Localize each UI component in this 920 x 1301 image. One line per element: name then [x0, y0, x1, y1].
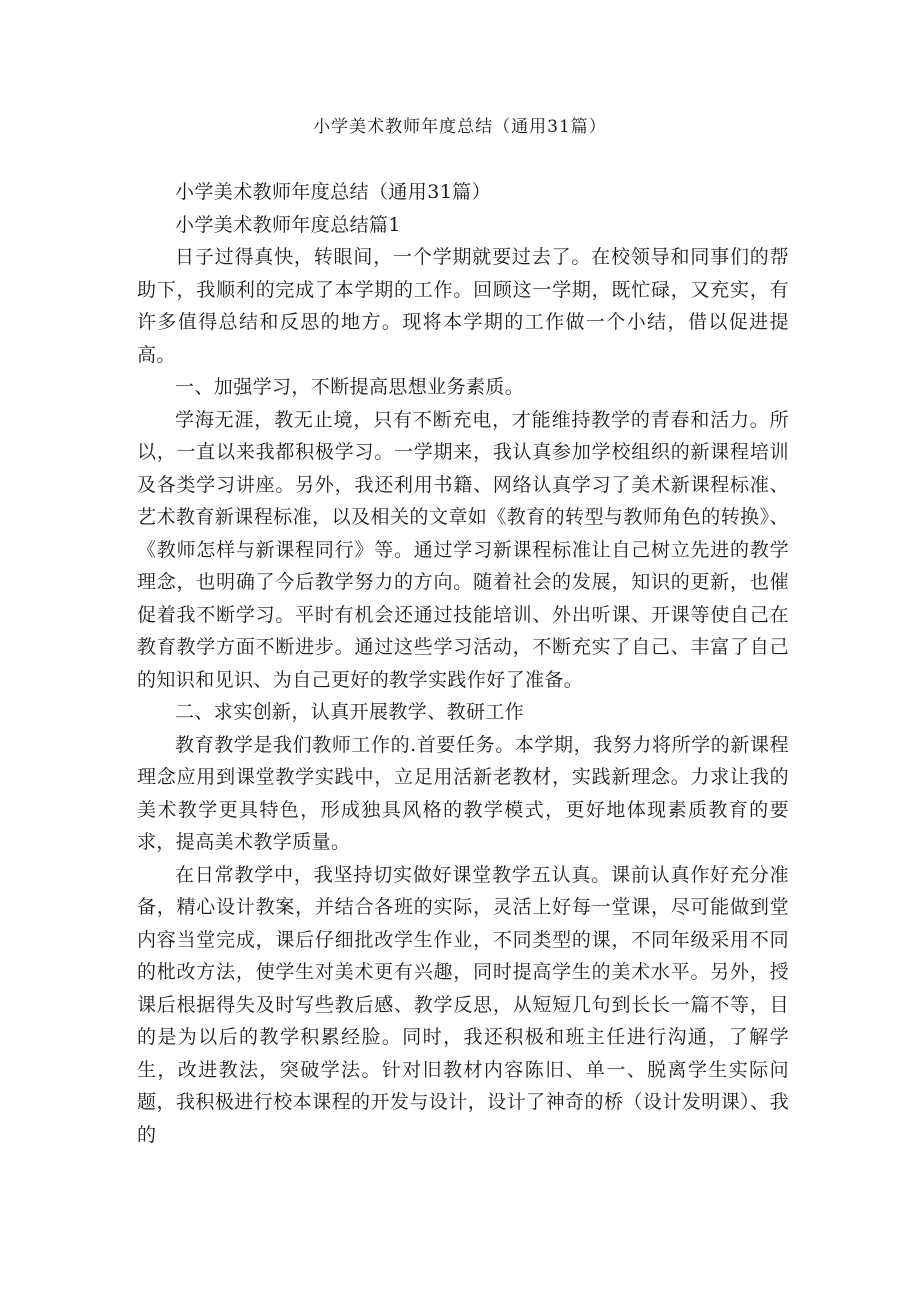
paragraph-learning: 学海无涯，教无止境，只有不断充电，才能维持教学的青春和活力。所以，一直以来我都积极学习。一学期来，我认真参加学校组织的新课程培训及各类学习讲座。另外，我还利用书籍、网络认真学习了美术新课程标准、艺术教育新课程标准，以及相关的文章如《教育的转型与教师角色的转换》、《教师怎样与新课程同行》等。通过学习新课程标准让自己树立先进的教学理念，也明确了今后教学努力的方向。随着社会的发展，知识的更新，也催促着我不断学习。平时有机会还通过技能培训、外出听课、开课等使自己在教育教学方面不断进步。通过这些学习活动，不断充实了自己、丰富了自己的知识和见识、为自己更好的教学实践作好了准备。	[137, 408, 789, 691]
document-title: 小学美术教师年度总结（通用31篇）	[313, 117, 607, 137]
section-heading-2: 二、求实创新，认真开展教学、教研工作	[175, 701, 525, 723]
document-body	[137, 176, 789, 1151]
heading-subtitle: 小学美术教师年度总结（通用31篇）	[175, 181, 491, 203]
paragraph-intro: 日子过得真快，转眼间，一个学期就要过去了。在校领导和同事们的帮助下，我顺利的完成了本学期的工作。回顾这一学期，既忙碌，又充实，有许多值得总结和反思的地方。现将本学期的工作做一个小结，借以促进提高。	[137, 246, 789, 366]
paragraph-teaching: 教育教学是我们教师工作的.首要任务。本学期，我努力将所学的新课程理念应用到课堂教学实践中，立足用活新老教材，实践新理念。力求让我的美术教学更具特色，形成独具风格的教学模式，更好地体现素质教育的要求，提高美术教学质量。	[137, 733, 789, 853]
heading-article: 小学美术教师年度总结篇1	[175, 213, 401, 236]
paragraph-daily-teaching: 在日常教学中，我坚持切实做好课堂教学五认真。课前认真作好充分准备，精心设计教案，并结合各班的实际，灵活上好每一堂课，尽可能做到堂内容当堂完成，课后仔细批改学生作业，不同类型的课，不同年级采用不同的枇改方法，使学生对美术更有兴趣，同时提高学生的美术水平。另外，授课后根据得失及时写些教后感、教学反思，从短短几句到长长一篇不等，目的是为以后的教学积累经脸。同时，我还积极和班主任进行沟通，了解学生，改进教法，突破学法。针对旧教材内容陈旧、单一、脱离学生实际问题，我积极进行校本课程的开发与设计，设计了神奇的桥（设计发明课）、我的	[137, 863, 789, 1146]
section-heading-1: 一、加强学习，不断提高思想业务素质。	[175, 376, 525, 398]
